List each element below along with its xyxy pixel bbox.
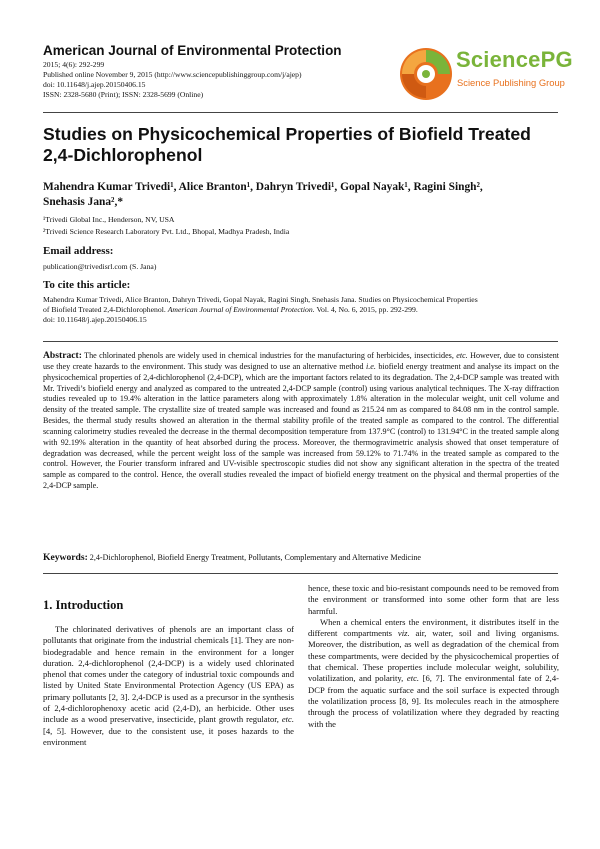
logo-subtitle: Science Publishing Group: [457, 77, 565, 88]
intro-right-etc: etc.: [406, 673, 420, 684]
citation-line2-text: of Biofield Treated 2,4-Dichlorophenol.: [43, 305, 168, 315]
journal-volume: 2015; 4(6): 292-299: [43, 60, 105, 69]
email-heading: Email address:: [43, 245, 114, 257]
intro-left-etc: etc.: [281, 714, 294, 725]
abstract-text-2: However, due to consistent use they create hazards to the environment. This study was designed to use an alternative method: [43, 351, 560, 371]
abstract-text-3: biofield energy treatment and analyse its impact on the physicochemical properties of 2,4-dichlorophenol (2,4-DCP), which are the important factors related to its degradation. The 2,4-DCP sample was treated with Mr. Trivedi’s biofield energy and analyzed as compared to the untreated 2,4-DCP sample (control) using various analytical techniques. The X-ray diffraction studies revealed up to 19.4% alteration in the lattice parameters along with approximately 1.8% alteration in the molecular weight, unit cell volume and density of the treated sample. The crystallite size of treated sample was increased and found as 215.24 nm as compared to 84.08 nm in the control sample. Besides, the thermal study results showed an alteration in the thermal stability profile of the treated sample as compared to the control. The differential scanning calorimetry studies revealed the decrease in the thermal decomposition temperature from 137.9°C (control) to 131.94°C in the treated sample along with 92.19% alteration in the quantity of heat absorbed during the process. Moreover, the thermogravimetric analysis showed that onset temperature of degradation was decreased, while the percent weight loss of the sample was increased from 59.12% to 71.74% in the treated sample as compared to the control. However, the Fourier transform infrared and UV-visible spectroscopic studies did not show any significant alteration in the spectra of the treated sample as compared to the control. Hence, the overall studies revealed the impact of biofield energy treatment on the physical and thermal properties of the 2,4-DCP sample.: [43, 361, 559, 491]
affiliation-2: ²Trivedi Science Research Laboratory Pvt. Ltd., Bhopal, Madhya Pradesh, India: [43, 227, 290, 236]
keywords-value: 2,4-Dichlorophenol, Biofield Energy Treatment, Pollutants, Complementary and Alternative Medicine: [87, 553, 421, 562]
logo-name: SciencePG: [456, 47, 573, 72]
intro-left-text-a: The chlorinated derivatives of phenols are an important class of pollutants that originate from the industrial chemicals [1]. They are non-biodegradable and hence remain in the environment for a longer duration. 2,4-dichlorophenol (2,4-DCP) is a widely used chlorinated phenol that comes under the category of industrial toxic compounds and listed by United State Environmental Protection Agency (US EPA) as primary pollutants [2, 3]. 2,4-DCP is used as a precursor in the synthesis of 2,4-dichlorophenoxy acetic acid (2,4-D), an herbicide. Other uses include as a wood preservative, insecticide, plant growth regulator,: [43, 624, 294, 725]
journal-name: American Journal of Environmental Protection: [43, 43, 342, 58]
intro-paragraph-1: [43, 624, 294, 748]
abstract-text-1: The chlorinated phenols are widely used in chemical industries for the manufacturing of herbicides, insecticides,: [81, 351, 457, 360]
citation-line2: [43, 305, 563, 315]
section-title-introduction: 1. Introduction: [43, 598, 124, 612]
intro-paragraph-1-cont: hence, these toxic and bio-resistant compounds need to be removed from the environment or transformed into some other form that are less harmful.: [308, 583, 559, 616]
cite-heading: To cite this article:: [43, 279, 131, 291]
journal-published: Published online November 9, 2015 (http://www.sciencepublishinggroup.com/j/ajep): [43, 70, 302, 80]
sciencepg-logo-icon: [398, 46, 454, 102]
intro-right-viz: viz.: [397, 628, 410, 639]
abstract-label: Abstract:: [43, 350, 82, 361]
abstract-ie: i.e.: [366, 361, 376, 371]
citation-block: [43, 295, 563, 326]
publisher-logo: [398, 44, 573, 104]
intro-right-text-a: When a chemical enters the environment, it distributes itself in the different compartments: [308, 616, 559, 639]
paper-title: [43, 124, 563, 166]
authors-line1: Mahendra Kumar Trivedi¹, Alice Branton¹, Dahryn Trivedi¹, Gopal Nayak¹, Ragini Singh²,: [43, 181, 483, 193]
author-list: [43, 180, 563, 210]
keywords: [43, 552, 559, 563]
citation-journal: American Journal of Environmental Protection.: [167, 305, 315, 315]
abstract-etc: etc.: [456, 351, 468, 360]
authors-line2: Snehasis Jana²,*: [43, 196, 124, 208]
citation-doi: doi: 10.11648/j.ajep.20150406.15: [43, 315, 147, 325]
abstract-bottom-divider: [43, 573, 558, 574]
intro-left-column: [43, 624, 294, 748]
intro-right-text-c: [6, 7]. The environmental fate of 2,4-DCP from the aquatic surface and the soil surface is expected through the volatilization process [8, 9]. Its molecules reach in the atmosphere through the process of volatilization where they degraded by reacting with the: [308, 673, 559, 729]
email-address[interactable]: publication@trivedisrl.com (S. Jana): [43, 262, 157, 271]
intro-left-text-b: [4, 5]. However, due to the consistent use, it poses hazards to the environment: [43, 725, 294, 747]
affiliation-1: ¹Trivedi Global Inc., Henderson, NV, USA: [43, 215, 175, 224]
citation-volume: Vol. 4, No. 6, 2015, pp. 292-299.: [314, 305, 418, 315]
citation-line1: Mahendra Kumar Trivedi, Alice Branton, Dahryn Trivedi, Gopal Nayak, Ragini Singh, Snehasis Jana. Studies on Physicochemical Properties: [43, 295, 478, 304]
intro-right-column: [308, 583, 559, 730]
intro-right-text-b: air, water, soil and living organisms. Moreover, the distribution, as well as degradation of the chemical from these compartments, were decided by the physicochemical properties of that chemical. These properties include molecular weight, solubility, volatilization, and polarity,: [308, 628, 559, 684]
abstract: [43, 351, 559, 492]
journal-issn: ISSN: 2328-5680 (Print); ISSN: 2328-5699 (Online): [43, 90, 204, 100]
paper-title-line2: 2,4-Dichlorophenol: [43, 145, 203, 165]
journal-meta: [43, 60, 302, 100]
intro-paragraph-2: [308, 617, 559, 730]
paper-title-line1: Studies on Physicochemical Properties of Biofield Treated: [43, 124, 531, 144]
abstract-top-divider: [43, 341, 558, 342]
keywords-label: Keywords:: [43, 552, 88, 563]
journal-doi: doi: 10.11648/j.ajep.20150406.15: [43, 80, 146, 90]
header-divider: [43, 112, 558, 113]
